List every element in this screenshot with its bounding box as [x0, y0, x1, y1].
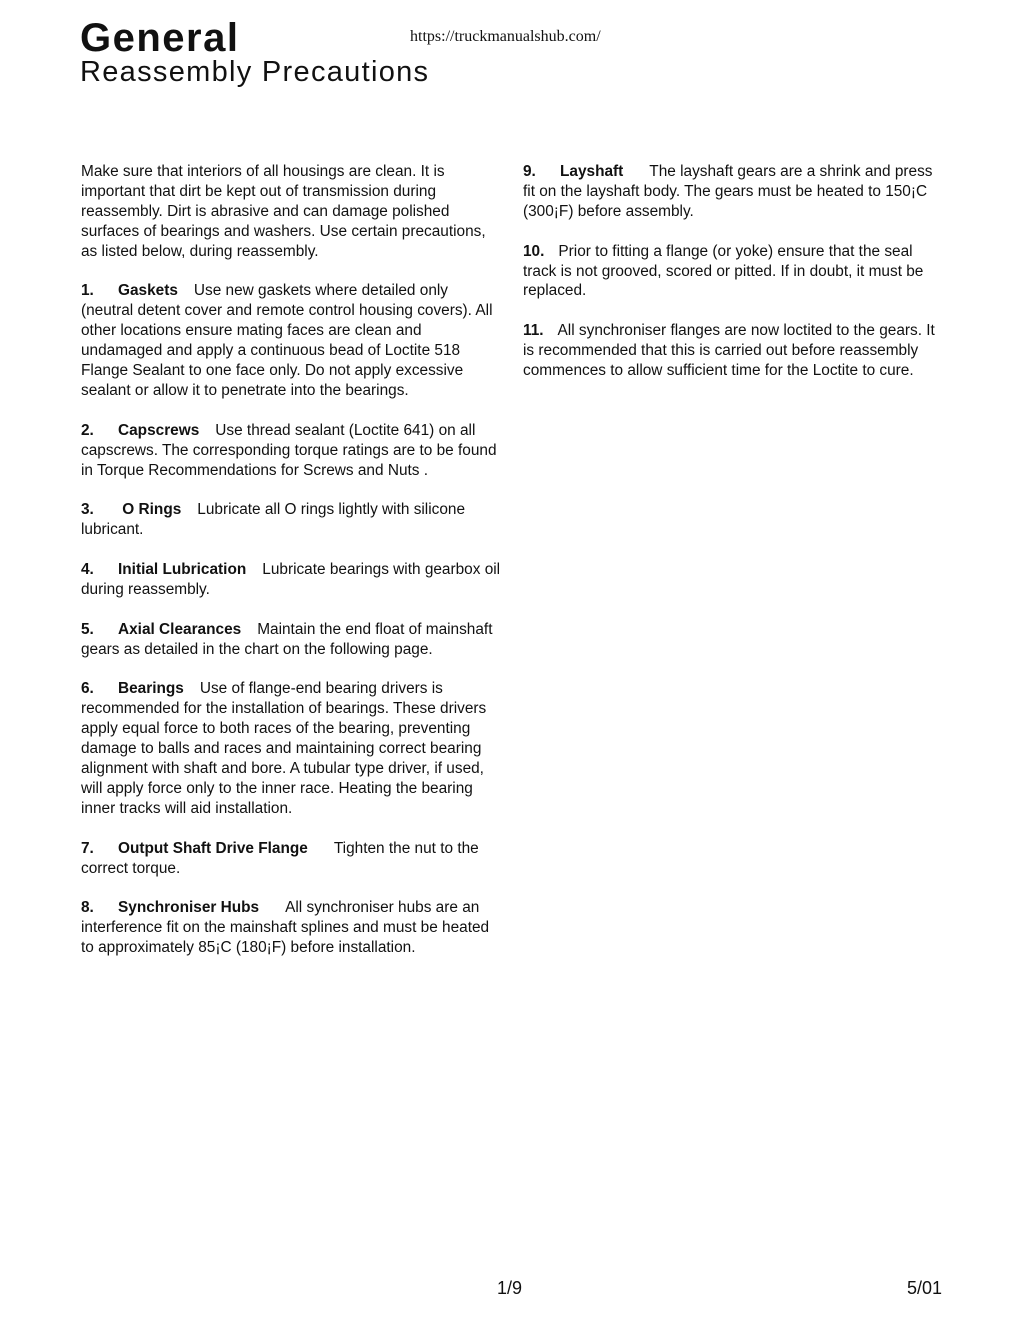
item-heading: Capscrews — [118, 421, 200, 439]
intro-paragraph: Make sure that interiors of all housings are clean. It is important that dirt be kept out of transmission during reassembly. Dirt is abrasive and can damage polished surfaces of bearings and washers. Use certain precautions, as listed below, during reassembly. — [81, 163, 486, 260]
item-text: Use thread sealant (Loctite 641) on all capscrews. The corresponding torque ratings are to be found in Torque Recommendations for Screws and Nuts . — [81, 421, 497, 479]
item-text: The layshaft gears are a shrink and press fit on the layshaft body. The gears must be heated to 150¡C (300¡F) before assembly. — [523, 163, 933, 220]
item-text: All synchroniser flanges are now loctited to the gears. It is recommended that this is carried out before reassembly commences to allow sufficient time for the Loctite to cure. — [523, 322, 935, 380]
item-initial-lubrication — [81, 560, 501, 600]
item-heading: Initial Lubrication — [118, 561, 247, 579]
item-heading: Axial Clearances — [118, 620, 242, 638]
page-title: General — [80, 16, 240, 60]
item-text: Prior to fitting a flange (or yoke) ensure that the seal track is not grooved, scored or pitted. If in doubt, it must be replaced. — [523, 242, 924, 300]
item-number: 7. — [81, 839, 94, 857]
item-heading: O Rings — [118, 501, 182, 519]
item-text: Use of flange-end bearing drivers is recommended for the installation of bearings. These drivers apply equal force to both races of the bearing, preventing damage to balls and races and maintaining correct bearing alignment with shaft and bore. A tubular type driver, if used, will apply force only to the inner race. Heating the bearing inner tracks will aid installation. — [81, 680, 487, 817]
item-text: Use new gaskets where detailed only (neutral detent cover and remote control housing covers). All other locations ensure mating faces are clean and undamaged and apply a continuous bead of Loctite 518 Flange Sealant to one face only. Do not apply excessive sealant or allow it to penetrate into the bearings. — [81, 282, 493, 399]
item-number: 11. — [523, 322, 544, 340]
item-bearings — [81, 679, 501, 818]
item-o-rings — [81, 500, 501, 540]
item-number: 2. — [81, 421, 94, 439]
item-synchroniser-flanges — [523, 321, 943, 381]
item-number: 8. — [81, 899, 94, 917]
item-number: 10. — [523, 242, 545, 260]
page-subtitle: Reassembly Precautions — [80, 56, 430, 88]
item-synchroniser-hubs — [81, 898, 501, 958]
item-axial-clearances — [81, 620, 501, 660]
item-heading: Bearings — [118, 680, 184, 698]
revision-date: 5/01 — [907, 1278, 943, 1298]
item-number: 9. — [523, 163, 536, 180]
item-heading: Gaskets — [118, 282, 178, 300]
source-url: https://truckmanualshub.com/ — [410, 28, 601, 45]
item-number: 3. — [81, 501, 94, 519]
item-output-shaft-drive-flange — [81, 839, 501, 879]
item-layshaft — [523, 162, 943, 222]
page-number: 1/9 — [497, 1278, 523, 1298]
item-flange-seal-track — [523, 242, 943, 302]
item-text: Tighten the nut to the correct torque. — [81, 839, 479, 877]
item-number: 5. — [81, 620, 94, 638]
item-text: Maintain the end float of mainshaft gears as detailed in the chart on the following page. — [81, 620, 493, 658]
right-column — [523, 162, 943, 401]
item-heading: Layshaft — [560, 163, 624, 180]
item-text: Lubricate all O rings lightly with silicone lubricant. — [81, 501, 466, 539]
item-capscrews — [81, 421, 501, 481]
item-number: 4. — [81, 561, 94, 579]
item-heading: Synchroniser Hubs — [118, 899, 260, 917]
item-heading: Output Shaft Drive Flange — [118, 839, 308, 857]
item-text: Lubricate bearings with gearbox oil during reassembly. — [81, 561, 501, 598]
left-column — [81, 162, 501, 978]
item-text: All synchroniser hubs are an interference fit on the mainshaft splines and must be heated to approximately 85¡C (180¡F) before installation. — [81, 899, 490, 957]
item-gaskets — [81, 281, 501, 400]
item-number: 1. — [81, 282, 94, 300]
item-number: 6. — [81, 680, 94, 698]
